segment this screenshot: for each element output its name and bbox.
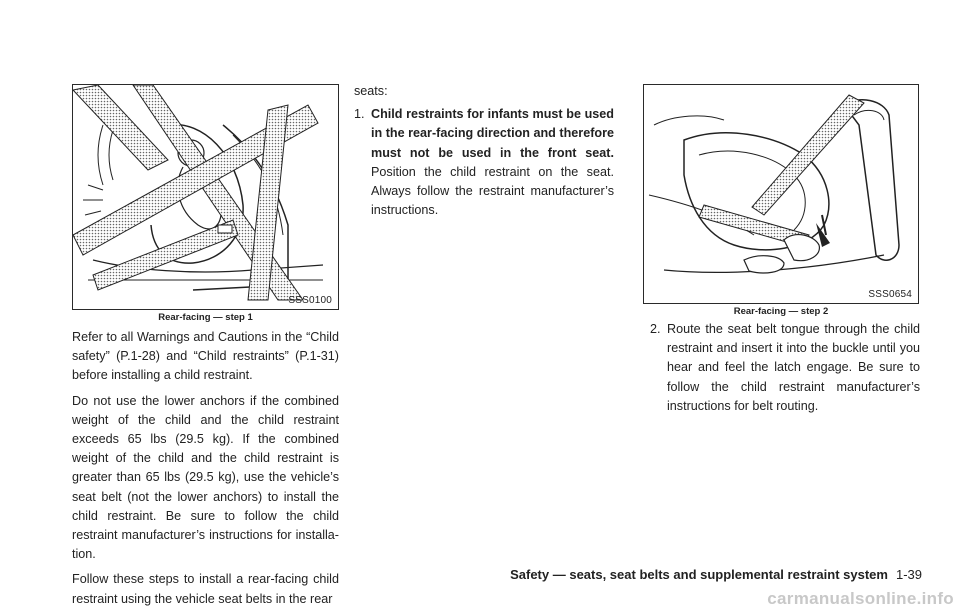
figure-code: SSS0100: [288, 295, 332, 306]
middle-column: [354, 82, 614, 220]
paragraph-continuation: seats:: [354, 84, 388, 98]
section-title: Safety — seats, seat belts and supplemental restraint system: [510, 567, 888, 582]
figure-caption: Rear-facing — step 1: [158, 312, 253, 323]
step-number: 1.: [354, 107, 365, 122]
figure-code: SSS0654: [868, 289, 912, 300]
page-footer: [510, 567, 922, 582]
paragraph: Do not use the lower anchors if the combined weight of the child and the child restraint exceeds 65 lbs (29.5 kg). If the combined weight of the child and the child restraint is greater than 65 lbs (29.5 kg), use the vehicle’s seat belt (not the lower anchors) to install the child restraint. Be sure to follow the child restraint manufacturer’s instructions for installa-tion.: [72, 393, 339, 562]
step-warning: Child restraints for infants must be used in the rear-facing direction and therefore must not be used in the front seat.: [371, 107, 614, 160]
step-instructions: Position the child restraint on the seat. Always follow the restraint manufacturer’s instructions.: [371, 164, 614, 218]
step-number: 2.: [650, 322, 661, 336]
step-text: [371, 105, 614, 220]
step-text: Route the seat belt tongue through the child restraint and insert it into the buckle until you hear and feel the latch engage. Be sure to follow the child restraint manufacturer’s instructions for belt routing.: [667, 322, 920, 413]
child-seat-illustration-step2: [644, 85, 917, 302]
watermark: carmanualsonline.info: [767, 589, 954, 608]
right-column: [650, 320, 920, 416]
figure-caption: Rear-facing — step 2: [733, 306, 829, 317]
step-2: [650, 320, 920, 416]
figure-rear-facing-step2: [643, 84, 919, 304]
paragraph: Refer to all Warnings and Cautions in the “Child safety” (P.1-28) and “Child restraints” (P.1-31) before installing a child restraint.: [72, 330, 339, 383]
left-column: [72, 328, 339, 609]
child-seat-illustration-step1: [73, 85, 337, 308]
figure-rear-facing-step1: [72, 84, 339, 310]
step-1: [354, 105, 614, 220]
paragraph: Follow these steps to install a rear-facing child restraint using the vehicle seat belts in the rear: [72, 572, 339, 606]
page-number: 1-39: [895, 567, 922, 582]
